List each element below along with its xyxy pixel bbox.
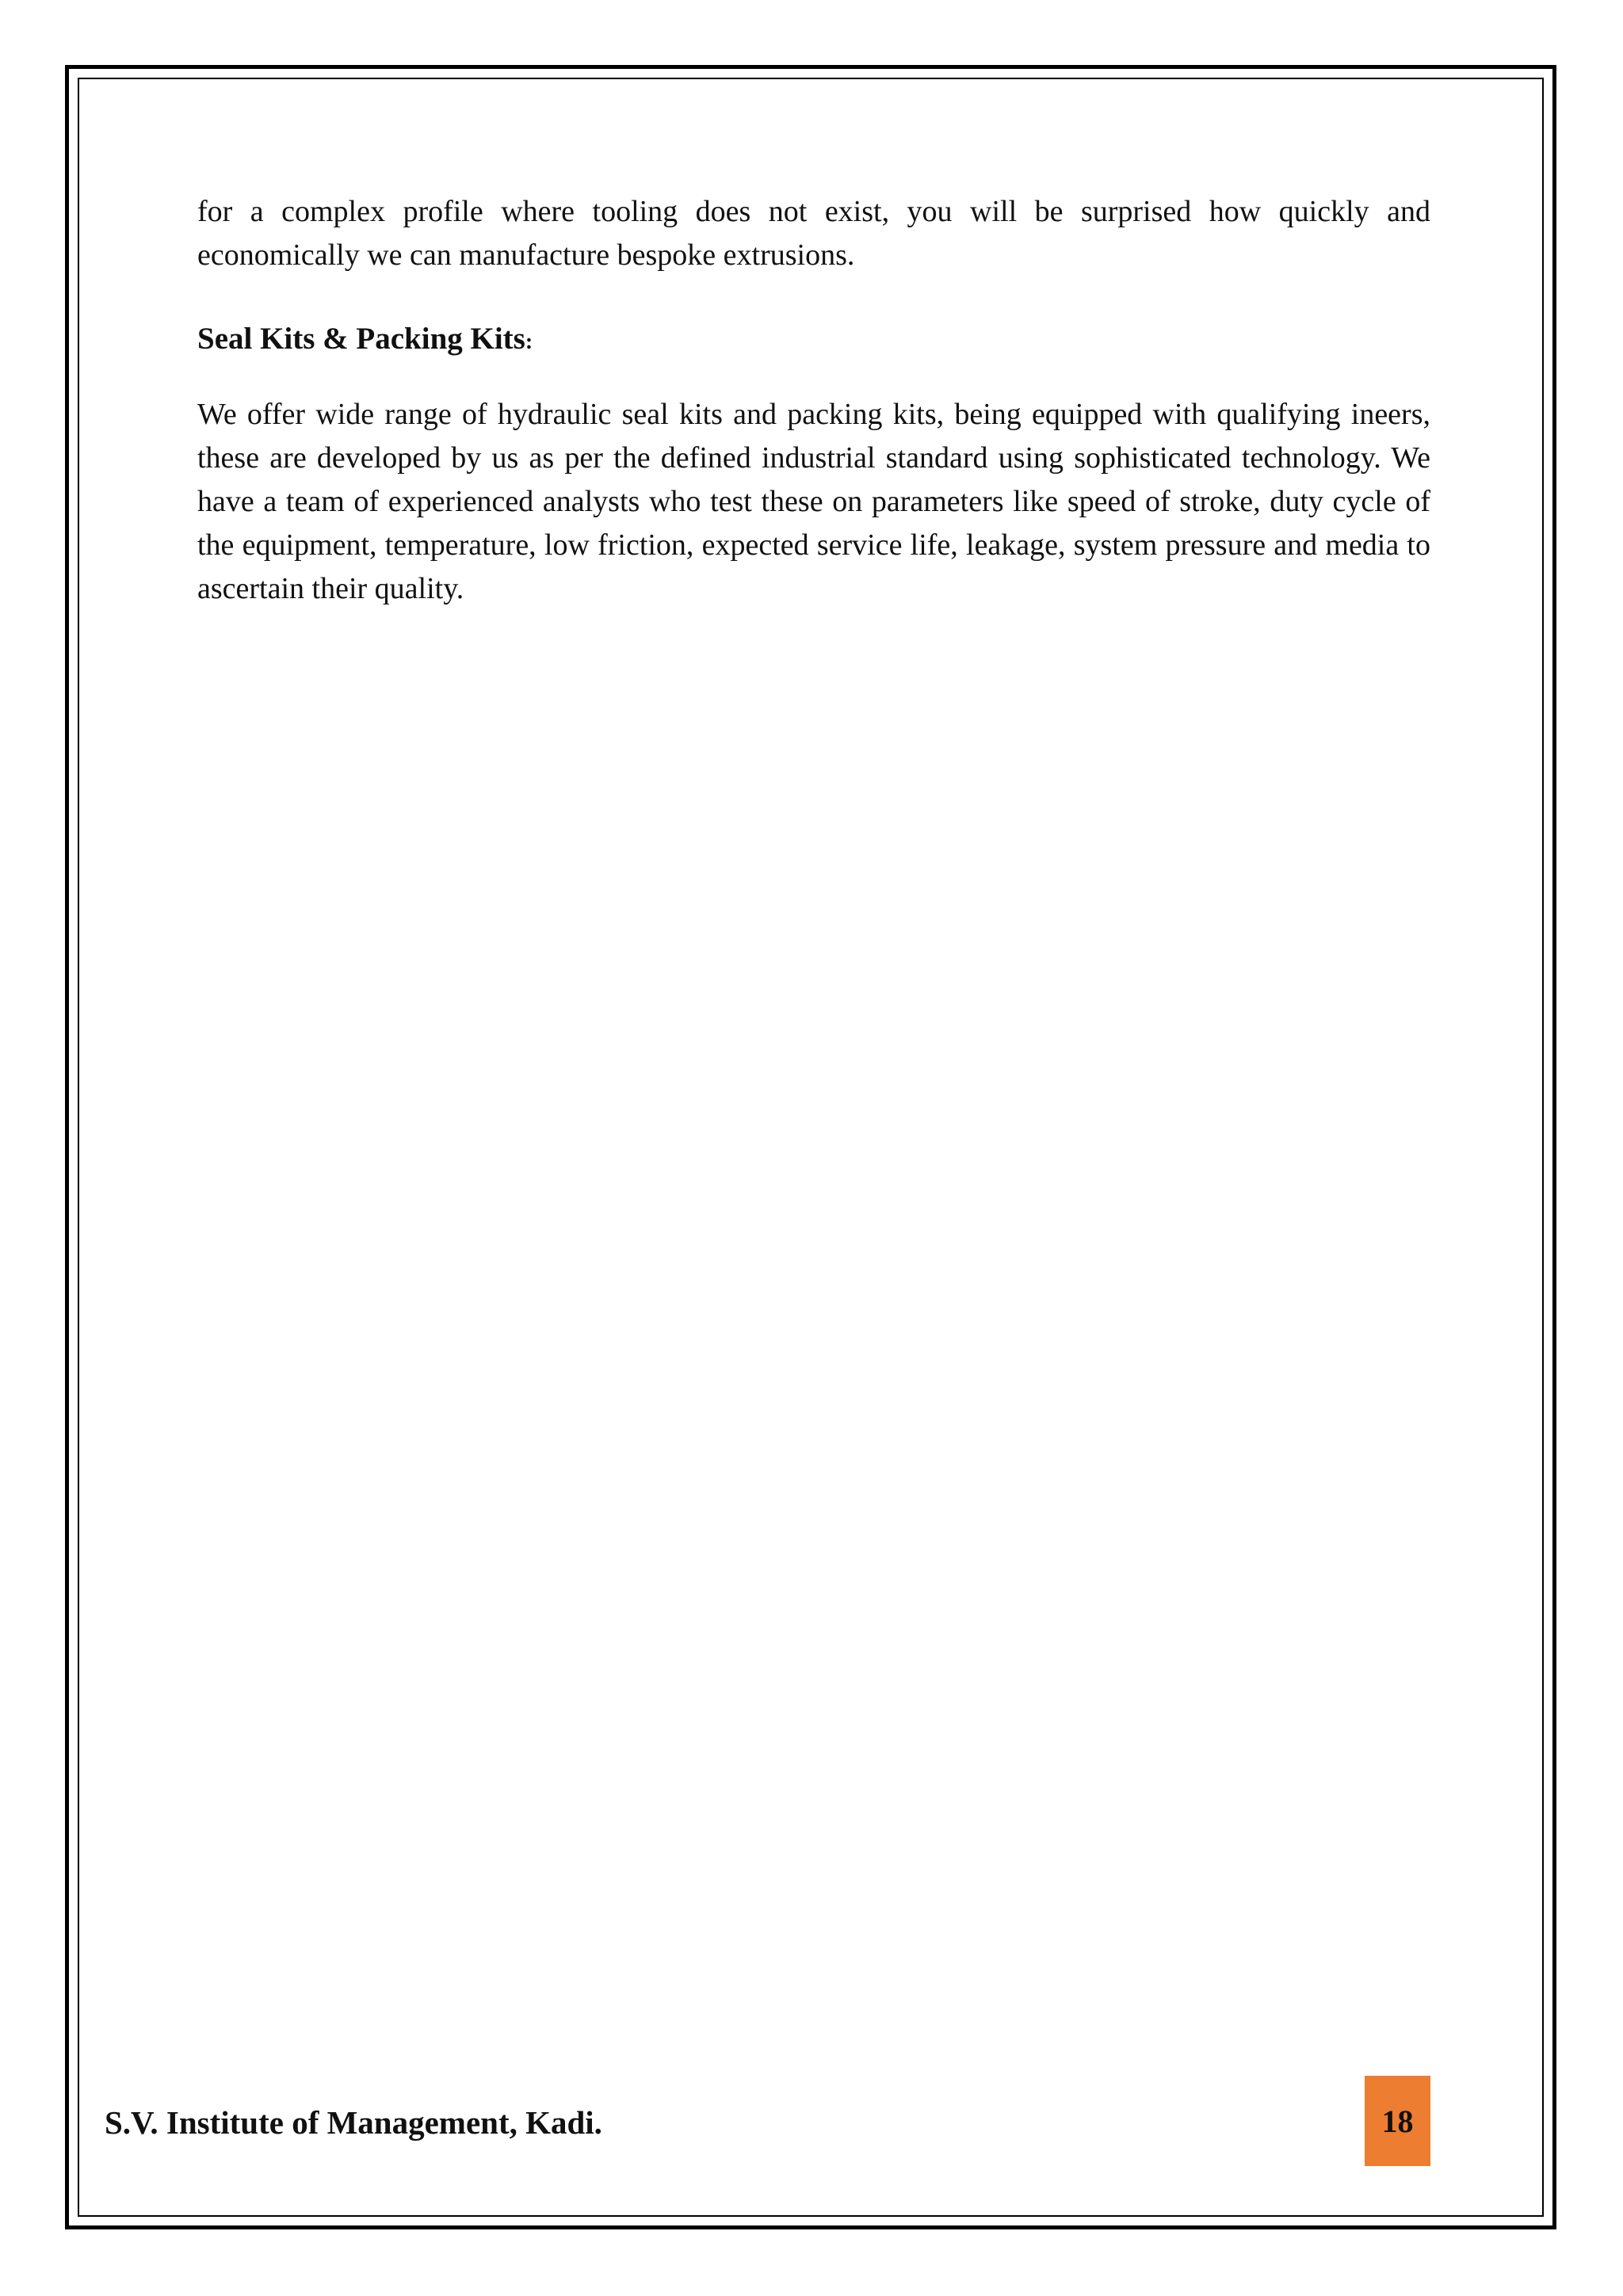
body-paragraph-1: for a complex profile where tooling does not exist, you will be surprised how quickly and economically we can manufacture bespoke extrusions. bbox=[197, 195, 1430, 272]
body-paragraph-2: We offer wide range of hydraulic seal kits and packing kits, being equipped with qualifying ineers, these are developed by us as per the defined industrial standard using sophisticated technology. We have a team of experienced analysts who test these on parameters like speed of stroke, duty cycle of the equipment, temperature, low friction, expected service life, leakage, system pressure and media to ascertain their quality. bbox=[197, 398, 1430, 605]
footer-institute-name: S.V. Institute of Management, Kadi. bbox=[105, 2104, 602, 2141]
section-heading-colon: : bbox=[525, 330, 533, 354]
page-number-badge: 18 bbox=[1365, 2076, 1430, 2166]
section-heading bbox=[197, 317, 1430, 364]
page-content bbox=[197, 190, 1430, 611]
section-heading-text: Seal Kits & Packing Kits bbox=[197, 322, 525, 356]
